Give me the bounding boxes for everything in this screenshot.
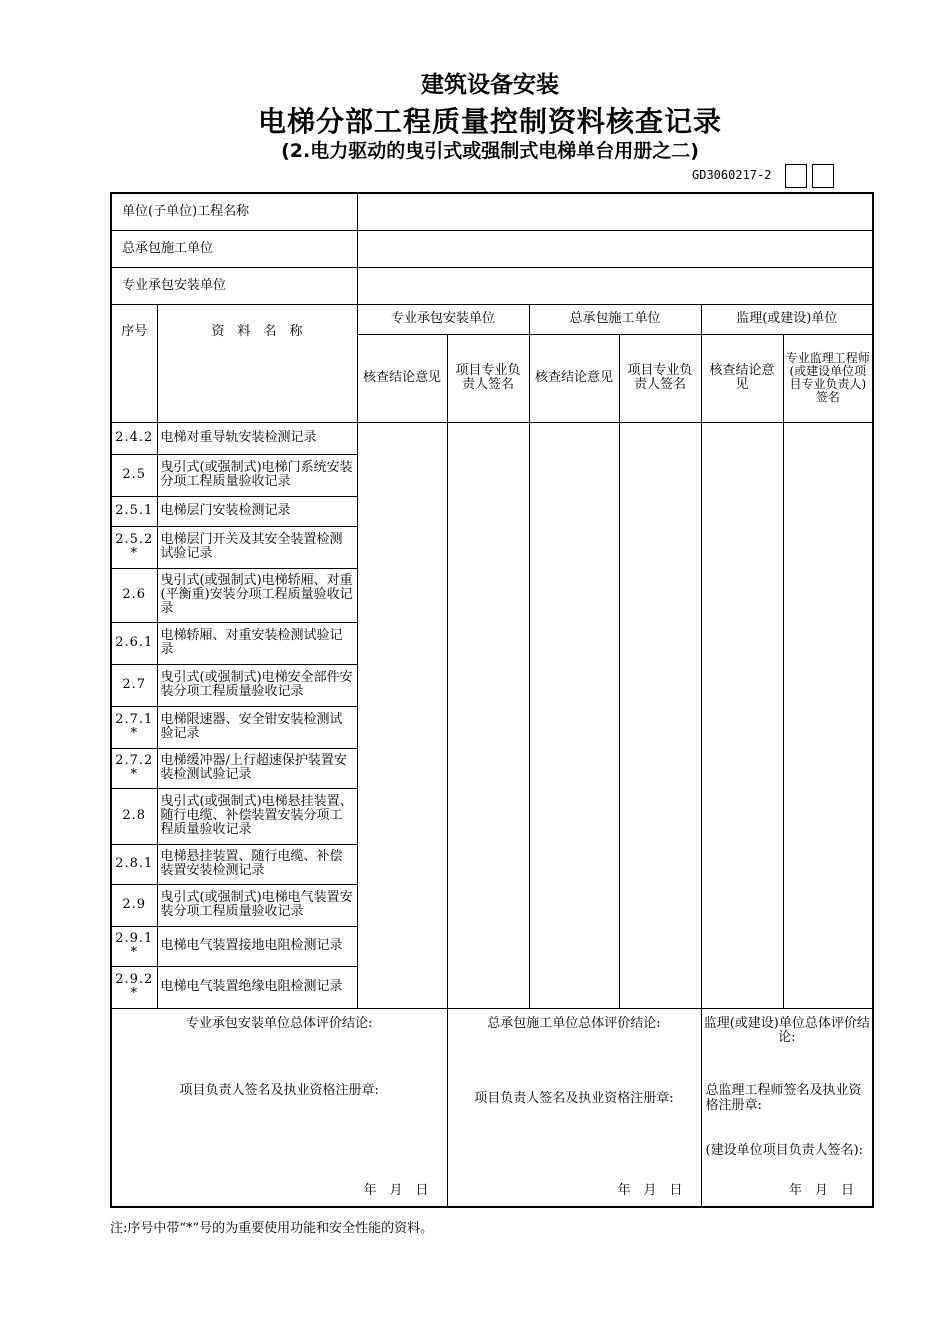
eval-supervision-cell[interactable] (701, 1008, 873, 1207)
row-seq: 2.7.1 * (111, 706, 157, 748)
row-seq: 2.5.1 (111, 496, 157, 526)
row-seq: 2.4.2 (111, 422, 157, 454)
row-seq: 2.6 (111, 568, 157, 622)
g1-opinion-header: 核查结论意见 (357, 334, 447, 422)
group-special-header: 专业承包安装单位 (357, 304, 529, 334)
footnote: 注:序号中带“*”号的为重要使用功能和安全性能的资料。 (110, 1221, 434, 1236)
g2-opinion-header: 核查结论意见 (529, 334, 619, 422)
row-name: 曳引式(或强制式)电梯门系统安装分项工程质量验收记录 (157, 454, 357, 496)
g1-opinion-cell[interactable] (357, 422, 447, 1008)
row-seq: 2.5 (111, 454, 157, 496)
row-name: 电梯层门安装检测记录 (157, 496, 357, 526)
row-name: 曳引式(或强制式)电梯轿厢、对重(平衡重)安装分项工程质量验收记录 (157, 568, 357, 622)
row-name: 电梯限速器、安全钳安装检测试验记录 (157, 706, 357, 748)
title-line-3: (2.电力驱动的曳引式或强制式电梯单台用册之二) (281, 140, 699, 162)
general-contractor-value[interactable] (357, 230, 873, 267)
general-contractor-label: 总承包施工单位 (111, 230, 357, 267)
eval-special-date: 年 月 日 (363, 1182, 429, 1198)
row-name: 电梯电气装置接地电阻检测记录 (157, 926, 357, 966)
g3-sign-header: 专业监理工程师(或建设单位项目专业负责人)签名 (783, 334, 873, 422)
g3-opinion-cell[interactable] (701, 422, 783, 1008)
row-seq: 2.8.1 (111, 844, 157, 884)
row-name: 电梯缓冲器/上行超速保护装置安装检测试验记录 (157, 748, 357, 788)
g2-opinion-cell[interactable] (529, 422, 619, 1008)
row-name: 曳引式(或强制式)电梯悬挂装置、随行电缆、补偿装置安装分项工程质量验收记录 (157, 788, 357, 844)
g3-opinion-header: 核查结论意见 (701, 334, 783, 422)
row-name: 电梯电气装置绝缘电阻检测记录 (157, 966, 357, 1008)
special-contractor-value[interactable] (357, 267, 873, 304)
title-line-2: 电梯分部工程质量控制资料核查记录 (257, 105, 722, 138)
name-header: 资 料 名 称 (157, 304, 357, 422)
record-table (110, 192, 874, 1208)
eval-supervision-sign: 总监理工程师签名及执业资格注册章: (705, 1082, 862, 1113)
g3-sign-cell[interactable] (783, 422, 873, 1008)
row-name: 曳引式(或强制式)电梯安全部件安装分项工程质量验收记录 (157, 664, 357, 706)
row-seq: 2.9 (111, 884, 157, 926)
eval-supervision-sub: (建设单位项目负责人签名): (705, 1142, 864, 1158)
eval-general-sign: 项目负责人签名及执业资格注册章: (474, 1090, 674, 1106)
g1-sign-header: 项目专业负责人签名 (447, 334, 529, 422)
eval-special-cell[interactable] (111, 1008, 447, 1207)
title-line-1: 建筑设备安装 (421, 72, 559, 98)
eval-supervision-title: 监理(或建设)单位总体评价结论: (703, 1015, 870, 1045)
eval-general-date: 年 月 日 (617, 1182, 683, 1198)
project-name-label: 单位(子单位)工程名称 (111, 193, 357, 230)
row-name: 电梯悬挂装置、随行电缆、补偿装置安装检测记录 (157, 844, 357, 884)
project-name-value[interactable] (357, 193, 873, 230)
row-seq: 2.9.2 * (111, 966, 157, 1008)
row-name: 曳引式(或强制式)电梯电气装置安装分项工程质量验收记录 (157, 884, 357, 926)
row-seq: 2.9.1 * (111, 926, 157, 966)
row-seq: 2.5.2 * (111, 526, 157, 568)
row-seq: 2.6.1 (111, 622, 157, 664)
row-name: 电梯对重导轨安装检测记录 (157, 422, 357, 454)
row-seq: 2.7 (111, 664, 157, 706)
eval-special-title: 专业承包安装单位总体评价结论: (186, 1015, 373, 1031)
eval-general-title: 总承包施工单位总体评价结论: (487, 1015, 661, 1031)
row-name: 电梯轿厢、对重安装检测试验记录 (157, 622, 357, 664)
row-name: 电梯层门开关及其安全装置检测试验记录 (157, 526, 357, 568)
code-box-2[interactable] (812, 164, 834, 188)
group-general-header: 总承包施工单位 (529, 304, 701, 334)
eval-special-sign: 项目负责人签名及执业资格注册章: (179, 1082, 379, 1098)
eval-general-cell[interactable] (447, 1008, 701, 1207)
row-seq: 2.7.2 * (111, 748, 157, 788)
g2-sign-cell[interactable] (619, 422, 701, 1008)
code-box-1[interactable] (785, 164, 807, 188)
special-contractor-label: 专业承包安装单位 (111, 267, 357, 304)
g1-sign-cell[interactable] (447, 422, 529, 1008)
eval-supervision-date: 年 月 日 (789, 1182, 855, 1198)
g2-sign-header: 项目专业负责人签名 (619, 334, 701, 422)
seq-header: 序号 (111, 304, 157, 422)
group-supervision-header: 监理(或建设)单位 (701, 304, 873, 334)
form-code: GD3060217-2 (692, 168, 772, 182)
row-seq: 2.8 (111, 788, 157, 844)
